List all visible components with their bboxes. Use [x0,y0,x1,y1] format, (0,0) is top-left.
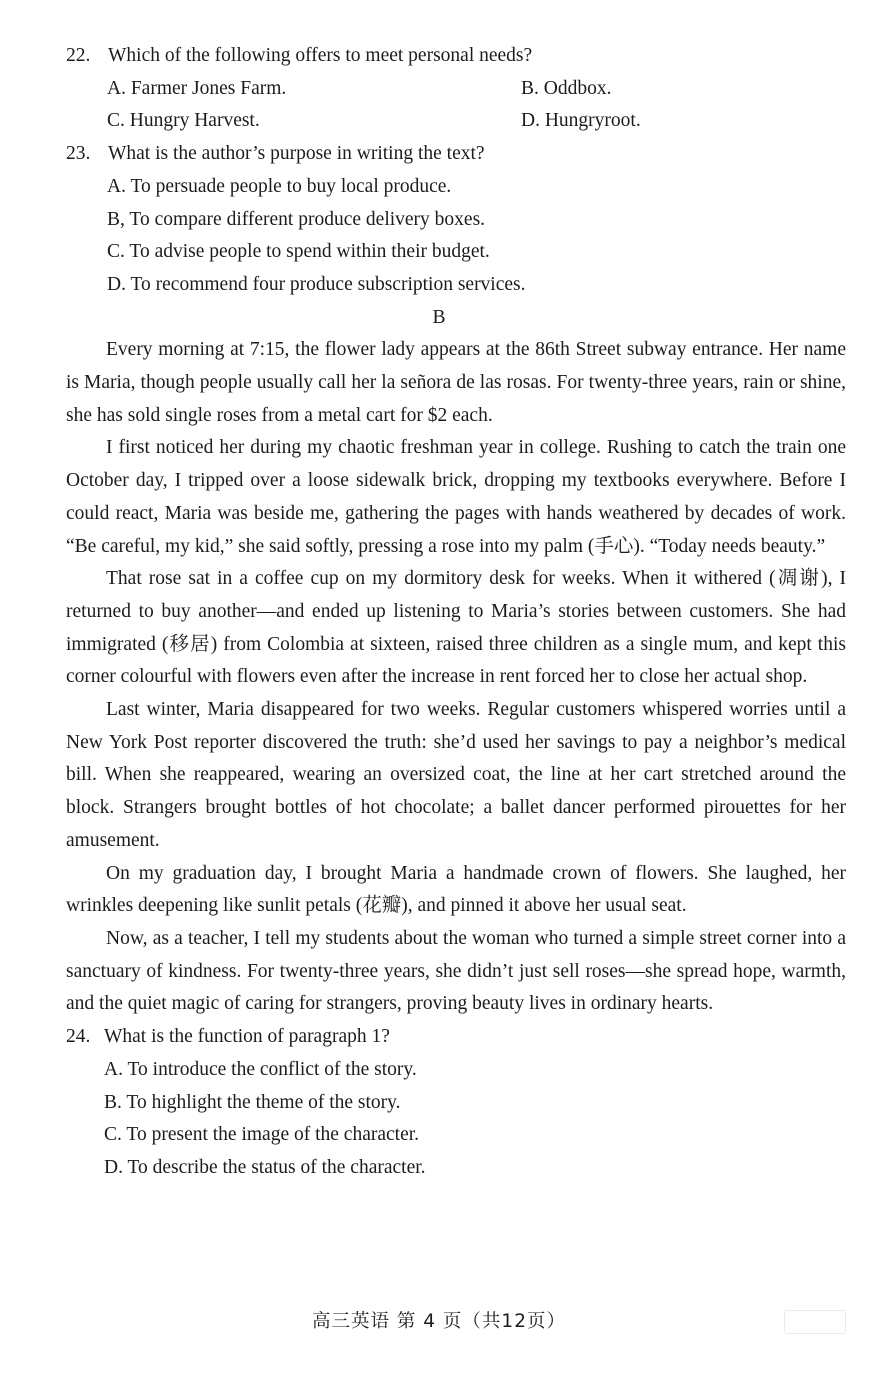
option-a: A. Farmer Jones Farm. [107,77,287,99]
question-23 [66,138,848,171]
question-stem: What is the function of paragraph 1? [104,1026,390,1048]
question-stem: What is the author’s purpose in writing the text? [108,143,485,165]
question-number: 22. [66,45,91,66]
passage-paragraph-2: I first noticed her during my chaotic freshman year in college. Rushing to catch the train one October day, I tripped over a loose sidewalk brick, dropping my textbooks everywhere. Before I could react, Maria was beside me, gathering the pages with hands weathered by decades of work. “Be careful, my kid,” she said softly, pressing a rose into my palm (手心). “Today needs beauty.” [66,437,846,557]
option-b: B. Oddbox. [521,77,612,99]
passage-paragraph-5: On my graduation day, I brought Maria a handmade crown of flowers. She laughed, her wrinkles deepening like sunlit petals (花瓣), and pinned it above her usual seat. [66,862,846,917]
option-c: C. Hungry Harvest. [107,110,260,132]
question-number: 24. [66,1026,91,1048]
question-22 [66,40,848,73]
passage-paragraph-3: That rose sat in a coffee cup on my dormitory desk for weeks. When it withered (凋谢), I returned to buy another—and ended up listening to Maria’s stories between customers. She had immigrated (移居) from Colombia at sixteen, raised three children as a single mum, and kept this corner colourful with flowers even after the increase in rent forced her to close her actual shop. [66,568,846,688]
question-number: 23. [66,143,91,165]
options-row-ab [107,73,878,106]
option-c: C. To present the image of the character. [104,1124,420,1146]
page-footer: 高三英语 第 4 页（共12页） [312,1311,566,1332]
option-d: D. Hungryroot. [521,110,641,132]
option-a: A. To persuade people to buy local produce. [107,175,452,197]
watermark-logo [784,1310,846,1334]
passage-paragraph-1: Every morning at 7:15, the flower lady appears at the 86th Street subway entrance. Her name is Maria, though people usually call her la señora de las rosas. For twenty-three years, rain or shine, she has sold single roses from a metal cart for $2 each. [66,339,846,426]
passage-paragraph-4: Last winter, Maria disappeared for two weeks. Regular customers whispered worries until a New York Post reporter discovered the truth: she’d used her savings to pay a neighbor’s medical bill. When she reappeared, wearing an oversized coat, the line at her cart stretched around the block. Strangers brought bottles of hot chocolate; a ballet dancer performed pirouettes for her amusement. [66,699,846,851]
options-row-cd [107,105,878,138]
question-24 [66,1021,848,1054]
option-a: A. To introduce the conflict of the story. [104,1058,417,1080]
option-c: C. To advise people to spend within their budget. [107,241,490,263]
exam-page [0,40,878,1185]
option-d: D. To recommend four produce subscription services. [107,273,526,295]
option-b: B. To highlight the theme of the story. [104,1091,401,1113]
section-heading: B [432,306,446,328]
question-stem: Which of the following offers to meet personal needs? [108,45,533,66]
option-b: B, To compare different produce delivery boxes. [107,208,486,230]
passage-paragraph-6: Now, as a teacher, I tell my students about the woman who turned a simple street corner into a sanctuary of kindness. For twenty-three years, she didn’t just sell roses—she spread hope, warmth, and the quiet magic of caring for strangers, proving beauty lives in ordinary hearts. [66,927,846,1015]
option-d: D. To describe the status of the character. [104,1156,426,1178]
